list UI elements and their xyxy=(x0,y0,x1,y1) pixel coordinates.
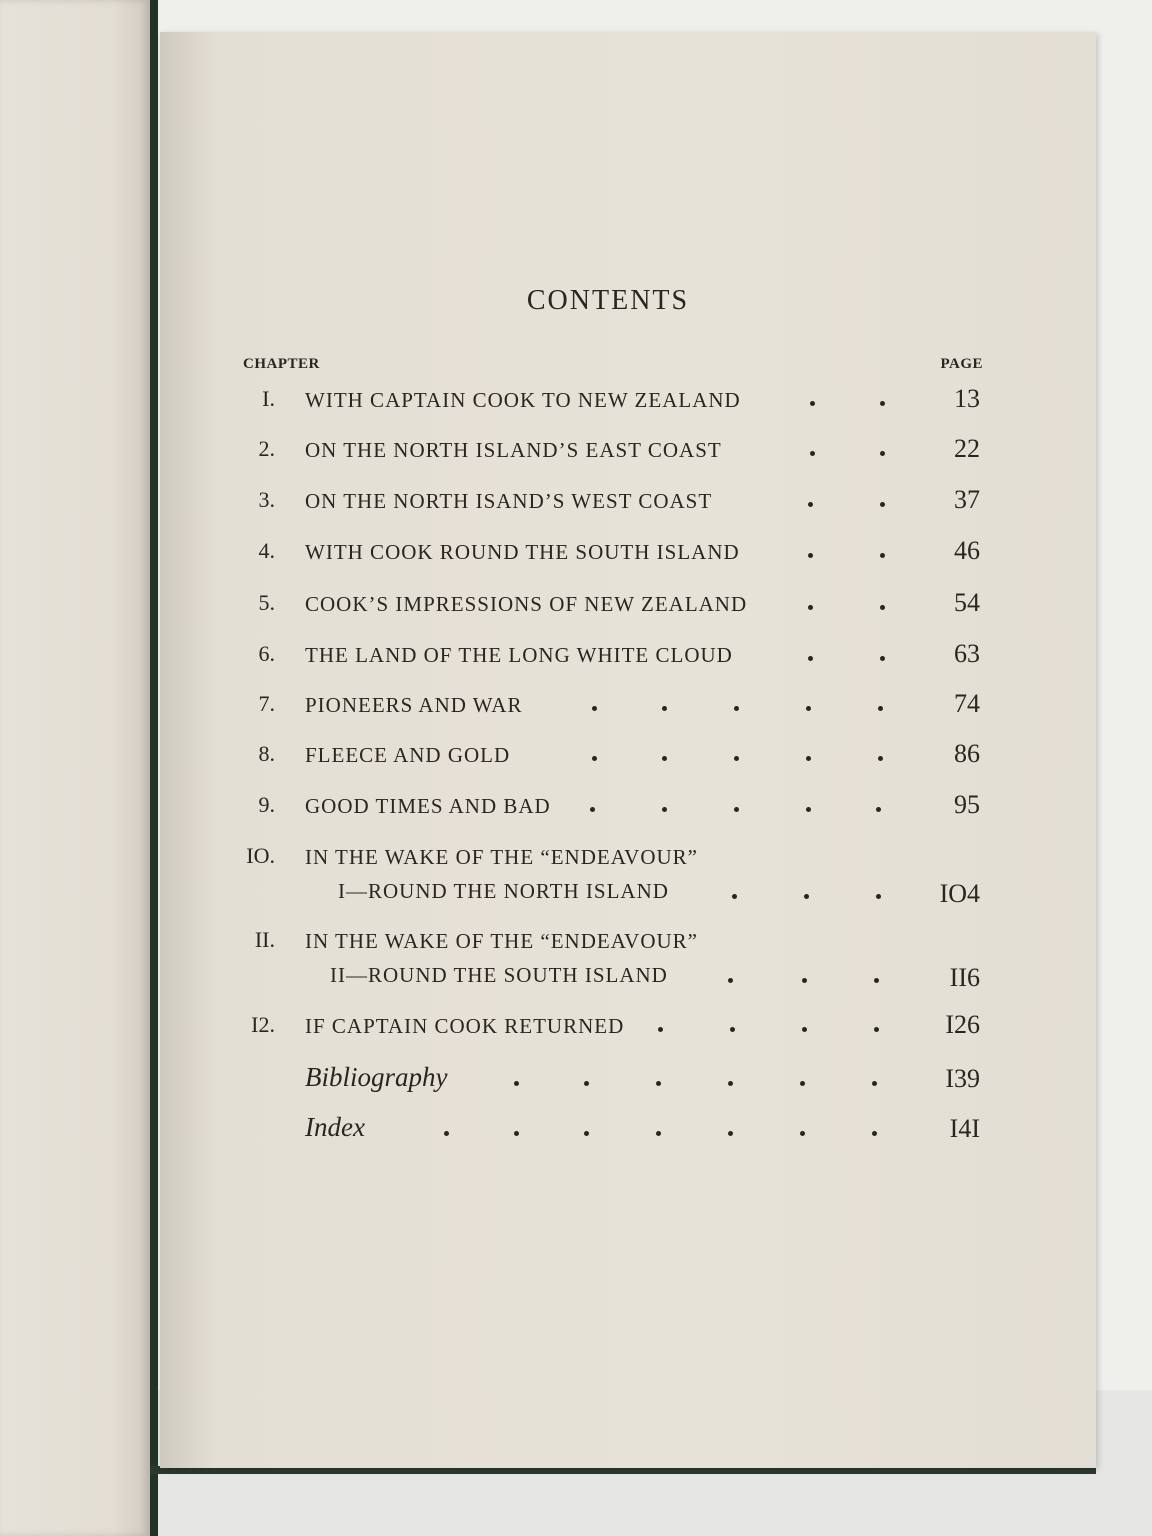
leader-dot xyxy=(444,1131,449,1136)
leader-dot xyxy=(880,605,885,610)
leader-dot xyxy=(728,1081,733,1086)
leader-dot xyxy=(806,756,811,761)
chapter-title: COOK’S IMPRESSIONS OF NEW ZEALAND xyxy=(305,592,748,616)
leader-dot xyxy=(880,451,885,456)
leader-dot xyxy=(802,978,807,983)
chapter-number: I2. xyxy=(251,1012,275,1037)
toc-entry xyxy=(0,641,1152,675)
leader-dot xyxy=(584,1081,589,1086)
leader-dot xyxy=(662,706,667,711)
toc-entry xyxy=(0,590,1152,624)
leader-dot xyxy=(878,756,883,761)
chapter-number: 9. xyxy=(258,792,275,817)
toc-entry xyxy=(0,792,1152,826)
toc-entry xyxy=(0,386,1152,420)
chapter-column-header: CHAPTER xyxy=(243,356,320,372)
leader-dot xyxy=(728,1131,733,1136)
leader-dot xyxy=(734,807,739,812)
leader-dot xyxy=(804,894,809,899)
page-number: IO4 xyxy=(939,879,980,908)
chapter-number: 6. xyxy=(258,641,275,666)
leader-dot xyxy=(656,1131,661,1136)
page-title: CONTENTS xyxy=(526,285,690,316)
page-number: 63 xyxy=(954,639,980,668)
chapter-number: 5. xyxy=(258,590,275,615)
chapter-number: IO. xyxy=(246,843,275,868)
leader-dot xyxy=(800,1131,805,1136)
leader-dot xyxy=(730,1027,735,1032)
leader-dot xyxy=(806,706,811,711)
chapter-title: ON THE NORTH ISLAND’S EAST COAST xyxy=(305,438,722,462)
leader-dot xyxy=(592,756,597,761)
page-number: 22 xyxy=(954,434,980,463)
back-matter-title: Index xyxy=(305,1112,365,1142)
chapter-number: II. xyxy=(254,927,275,952)
page-number: 54 xyxy=(954,588,980,617)
leader-dot xyxy=(872,1131,877,1136)
page-number: 37 xyxy=(954,485,980,514)
chapter-title: THE LAND OF THE LONG WHITE CLOUD xyxy=(305,643,733,667)
chapter-number: 8. xyxy=(258,741,275,766)
page-number: I26 xyxy=(945,1010,980,1039)
leader-dot xyxy=(806,807,811,812)
leader-dot xyxy=(876,807,881,812)
page-number: II6 xyxy=(949,963,980,992)
chapter-title: FLEECE AND GOLD xyxy=(305,743,511,767)
chapter-number: 2. xyxy=(258,436,275,461)
leader-dot xyxy=(584,1131,589,1136)
leader-dot xyxy=(808,656,813,661)
leader-dot xyxy=(514,1081,519,1086)
leader-dot xyxy=(880,502,885,507)
leader-dot xyxy=(662,807,667,812)
leader-dot xyxy=(728,978,733,983)
toc-entry xyxy=(0,691,1152,725)
toc-entry xyxy=(0,538,1152,572)
page-column-header: PAGE xyxy=(940,356,983,372)
toc-entry-bibliography xyxy=(0,1062,1152,1100)
chapter-title: IF CAPTAIN COOK RETURNED xyxy=(305,1014,625,1038)
leader-dot xyxy=(880,553,885,558)
page-number: 95 xyxy=(954,790,980,819)
chapter-title: GOOD TIMES AND BAD xyxy=(305,794,551,818)
chapter-title: WITH COOK ROUND THE SOUTH ISLAND xyxy=(305,540,740,564)
leader-dot xyxy=(810,451,815,456)
leader-dot xyxy=(590,807,595,812)
leader-dot xyxy=(876,894,881,899)
leader-dot xyxy=(874,1027,879,1032)
page-number: I39 xyxy=(945,1064,980,1093)
toc-entry xyxy=(0,843,1152,913)
leader-dot xyxy=(662,756,667,761)
back-matter-title: Bibliography xyxy=(305,1062,448,1092)
leader-dot xyxy=(734,706,739,711)
toc-entry xyxy=(0,436,1152,470)
chapter-title: WITH CAPTAIN COOK TO NEW ZEALAND xyxy=(305,388,741,412)
chapter-subtitle: II—ROUND THE SOUTH ISLAND xyxy=(330,963,668,987)
page-number: 74 xyxy=(954,689,980,718)
leader-dot xyxy=(878,706,883,711)
leader-dot xyxy=(880,656,885,661)
leader-dot xyxy=(734,756,739,761)
toc-entry xyxy=(0,1012,1152,1046)
toc-entry xyxy=(0,741,1152,775)
page-number: 46 xyxy=(954,536,980,565)
leader-dot xyxy=(732,894,737,899)
chapter-number: 4. xyxy=(258,538,275,563)
leader-dot xyxy=(592,706,597,711)
chapter-title: IN THE WAKE OF THE “ENDEAVOUR” xyxy=(305,845,698,869)
chapter-title: PIONEERS AND WAR xyxy=(305,693,523,717)
leader-dot xyxy=(808,605,813,610)
page-number: I4I xyxy=(949,1114,980,1143)
leader-dot xyxy=(656,1081,661,1086)
chapter-number: 7. xyxy=(258,691,275,716)
page-number: 13 xyxy=(954,384,980,413)
leader-dot xyxy=(658,1027,663,1032)
leader-dot xyxy=(874,978,879,983)
chapter-title: IN THE WAKE OF THE “ENDEAVOUR” xyxy=(305,929,698,953)
chapter-title: ON THE NORTH ISAND’S WEST COAST xyxy=(305,489,713,513)
chapter-number: 3. xyxy=(258,487,275,512)
chapter-subtitle: I—ROUND THE NORTH ISLAND xyxy=(338,879,669,903)
chapter-number: I. xyxy=(262,386,275,411)
toc-entry xyxy=(0,927,1152,997)
leader-dot xyxy=(880,401,885,406)
leader-dot xyxy=(800,1081,805,1086)
leader-dot xyxy=(802,1027,807,1032)
toc-entry-index xyxy=(0,1112,1152,1150)
page-number: 86 xyxy=(954,739,980,768)
leader-dot xyxy=(514,1131,519,1136)
toc-entry xyxy=(0,487,1152,521)
leader-dot xyxy=(810,401,815,406)
leader-dot xyxy=(808,502,813,507)
leader-dot xyxy=(808,553,813,558)
leader-dot xyxy=(872,1081,877,1086)
